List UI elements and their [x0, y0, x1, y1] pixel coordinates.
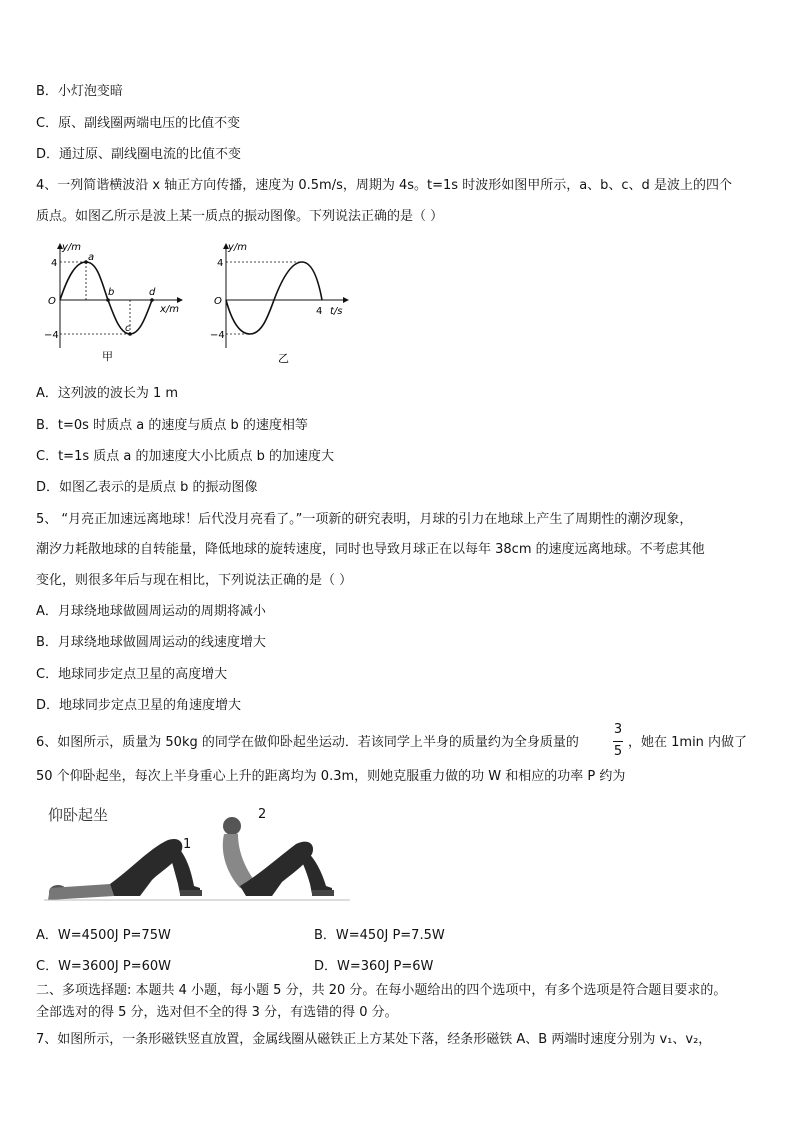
jia-label-a: a — [88, 252, 95, 263]
q5-option-a: A．月球绕地球做圆周运动的周期将减小 — [36, 604, 266, 619]
jia-ylabel: y/m — [62, 242, 82, 253]
section2-instructions-line2: 全部选对的得 5 分，选对但不全的得 3 分，有选错的得 0 分。 — [36, 1005, 398, 1020]
q3-option-b: B．小灯泡变暗 — [36, 84, 123, 99]
yi-ylabel: y/m — [228, 242, 248, 253]
q5-stem-line1: 5、 “月亮正加速远离地球！后代没月亮看了。”一项新的研究表明，月球的引力在地球上产生了周期性的潮汐现象， — [36, 512, 693, 527]
jia-label-b: b — [108, 287, 115, 298]
yi-ytick-bottom: −4 — [210, 330, 225, 341]
q6-fraction-denominator: 5 — [613, 744, 623, 759]
situp-figure-lying — [48, 839, 202, 900]
jia-label-c: c — [125, 323, 131, 334]
yi-wave-curve — [226, 262, 322, 334]
yi-ytick-top: 4 — [217, 258, 224, 269]
q4-option-c: C．t=1s 质点 a 的加速度大小比质点 b 的加速度大 — [36, 449, 334, 464]
q4-option-a: A．这列波的波长为 1 m — [36, 386, 179, 401]
jia-label-d: d — [149, 287, 156, 298]
q6-option-b: B．W=450J P=7.5W — [314, 928, 445, 943]
q4-stem-line1: 4、一列简谐横波沿 x 轴正方向传播，速度为 0.5m/s，周期为 4s。t=1s 时波形如图甲所示，a、b、c、d 是波上的四个 — [36, 178, 732, 193]
jia-xlabel: x/m — [160, 304, 180, 315]
q6-fraction-numerator: 3 — [613, 722, 623, 737]
situp-photo-title: 仰卧起坐 — [48, 806, 109, 824]
q6-stem-line1-post: ，她在 1min 内做了 — [628, 735, 748, 750]
situp-figure-sitting — [223, 817, 334, 896]
q6-stem-line2: 50 个仰卧起坐，每次上半身重心上升的距离均为 0.3m，则她克服重力做的功 W 和相应的功率 P 约为 — [36, 769, 626, 784]
yi-caption: 乙 — [278, 352, 289, 365]
q5-option-c: C．地球同步定点卫星的高度增大 — [36, 667, 228, 682]
q3-option-d: D．通过原、副线圈电流的比值不变 — [36, 147, 242, 162]
q4-stem-line2: 质点。如图乙所示是波上某一质点的振动图像。下列说法正确的是（ ） — [36, 209, 444, 224]
jia-caption: 甲 — [102, 350, 113, 363]
q6-stem-line1-pre: 6、如图所示，质量为 50kg 的同学在做仰卧起坐运动．若该同学上半身的质量约为全身质量的 — [36, 735, 579, 750]
jia-origin: O — [48, 296, 56, 307]
q5-stem-line3: 变化，则很多年后与现在相比，下列说法正确的是（ ） — [36, 573, 353, 588]
yi-xlabel: t/s — [330, 306, 343, 317]
figure-jia-waveform — [40, 238, 190, 364]
situp-label-1: 1 — [183, 837, 192, 852]
jia-point-b — [106, 298, 110, 302]
q6-option-c: C．W=3600J P=60W — [36, 959, 172, 974]
q5-stem-line2: 潮汐力耗散地球的自转能量，降低地球的旋转速度，同时也导致月球正在以每年 38cm 的速度远离地球。不考虑其他 — [36, 542, 705, 557]
q7-stem-line1: 7、如图所示，一条形磁铁竖直放置，金属线圈从磁铁正上方某处下落，经条形磁铁 A、B 两端时速度分别为 v₁、v₂， — [36, 1032, 712, 1047]
yi-xtick: 4 — [316, 306, 323, 317]
situp-photo — [40, 800, 360, 910]
yi-origin: O — [214, 296, 222, 307]
section2-instructions-line1: 二、多项选择题: 本题共 4 小题，每小题 5 分，共 20 分。在每小题给出的四个选项中，有多个选项是符合题目要求的。 — [36, 983, 727, 998]
jia-point-d — [150, 298, 154, 302]
q4-option-d: D．如图乙表示的是质点 b 的振动图像 — [36, 480, 258, 495]
q5-option-b: B．月球绕地球做圆周运动的线速度增大 — [36, 635, 266, 650]
q4-option-b: B．t=0s 时质点 a 的速度与质点 b 的速度相等 — [36, 418, 308, 433]
figure-yi-vibration — [206, 238, 356, 368]
jia-ytick-top: 4 — [51, 258, 58, 269]
q5-option-d: D．地球同步定点卫星的角速度增大 — [36, 698, 242, 713]
jia-wave-curve — [60, 262, 152, 334]
q3-option-c: C．原、副线圈两端电压的比值不变 — [36, 116, 241, 131]
situp-label-2: 2 — [258, 807, 267, 822]
jia-ytick-bottom: −4 — [44, 330, 59, 341]
q6-fraction-bar — [613, 741, 623, 742]
q6-option-a: A．W=4500J P=75W — [36, 928, 171, 943]
q6-option-d: D．W=360J P=6W — [314, 959, 434, 974]
